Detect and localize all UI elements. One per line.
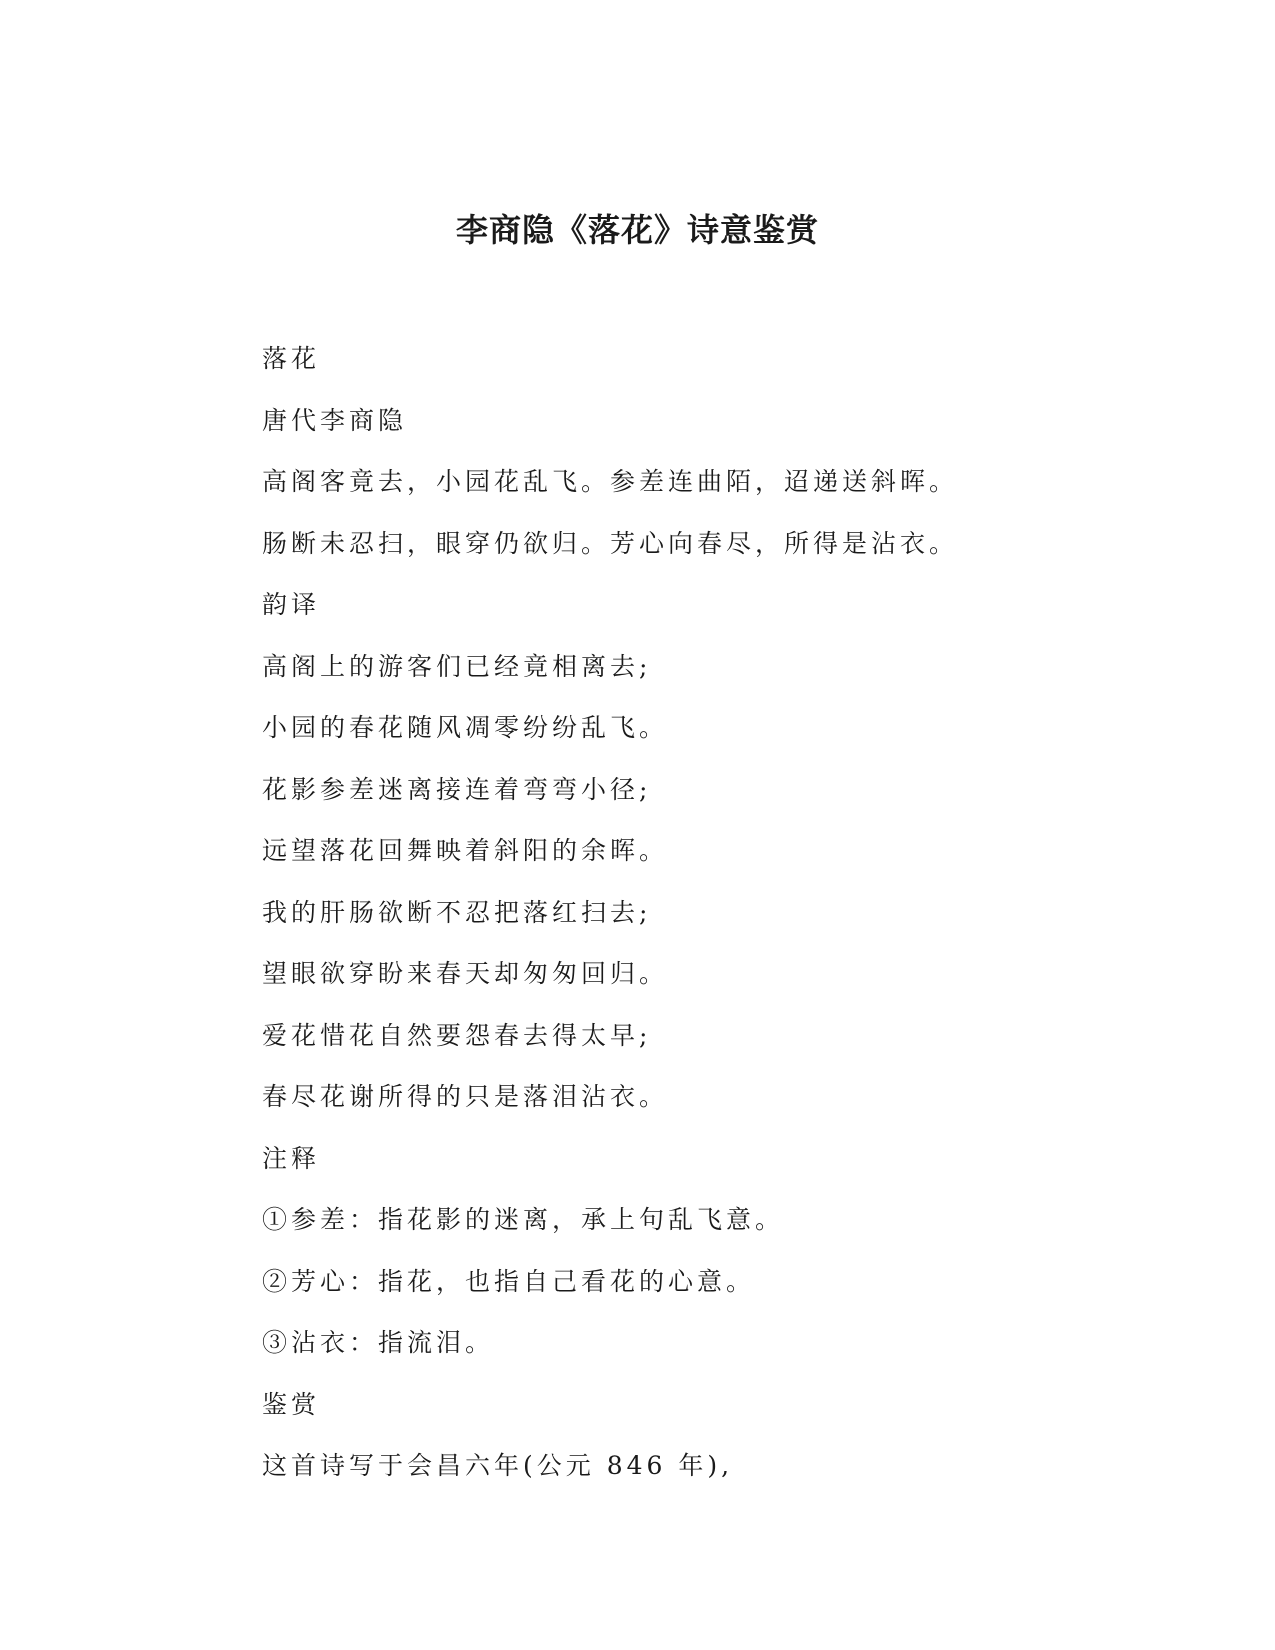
- note-item: ②芳心：指花，也指自己看花的心意。: [262, 1266, 756, 1296]
- translation-line: 远望落花回舞映着斜阳的余晖。: [262, 836, 669, 865]
- translation-line: 春尽花谢所得的只是落泪沾衣。: [262, 1082, 669, 1111]
- translation-line: 我的肝肠欲断不忍把落红扫去;: [262, 897, 652, 927]
- section-heading-notes: 注释: [262, 1143, 321, 1173]
- document-body: [262, 328, 1022, 1497]
- translation-line: 小园的春花随风凋零纷纷乱飞。: [262, 713, 669, 742]
- document-title: 李商隐《落花》诗意鉴赏: [455, 211, 819, 249]
- poem-author: 唐代李商隐: [262, 405, 408, 435]
- appreciation-paragraph: 这首诗写于会昌六年(公元 846 年),: [262, 1451, 734, 1480]
- section-heading-appreciation: 鉴赏: [262, 1389, 321, 1419]
- poem-verse-2: 肠断未忍扫，眼穿仍欲归。芳心向春尽，所得是沾衣。: [262, 528, 959, 558]
- poem-verse-1: 高阁客竟去，小园花乱飞。参差连曲陌，迢递送斜晖。: [262, 467, 959, 496]
- poem-heading: 落花: [262, 344, 321, 373]
- translation-line: 爱花惜花自然要怨春去得太早;: [262, 1020, 652, 1050]
- section-heading-translation: 韵译: [262, 590, 321, 619]
- note-item: ③沾衣：指流泪。: [262, 1328, 495, 1357]
- translation-line: 花影参差迷离接连着弯弯小径;: [262, 774, 652, 804]
- translation-line: 望眼欲穿盼来春天却匆匆回归。: [262, 959, 669, 988]
- translation-line: 高阁上的游客们已经竟相离去;: [262, 651, 652, 681]
- note-item: ①参差：指花影的迷离，承上句乱飞意。: [262, 1205, 785, 1234]
